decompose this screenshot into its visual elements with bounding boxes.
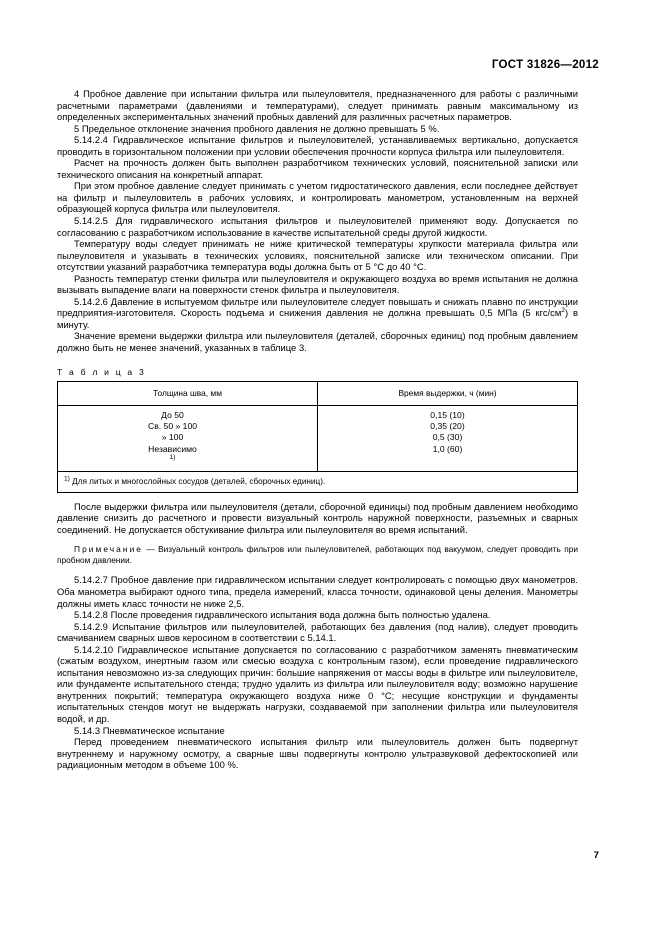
paragraph-clause-5-14-2-4-b: Расчет на прочность должен быть выполнен разработчиком технических условий, пояснительной записки или технического описания на конкретный аппарат. [57, 157, 578, 180]
thickness-value-list [58, 410, 287, 467]
table-caption: Т а б л и ц а 3 [57, 366, 146, 377]
paragraph-before-table: Значение времени выдержки фильтра или пылеуловителя (деталей, сборочных единиц) под пробным давлением должно быть не менее значений, указанных в таблице 3. [57, 330, 578, 354]
note-dash: — [143, 544, 159, 555]
paragraph-clause-4-note: 4 Пробное давление при испытании фильтра или пылеуловителя, предназначенного для работы с различными расчетными параметрами (давлениями и температурами), следует принимать равным максимальному из определенных экспериментальных значений пробных давлений для различных расчетных параметров. [57, 88, 578, 123]
footnote-marker: 1) [64, 475, 70, 483]
paragraph-clause-5-14-2-5-b: Температуру воды следует принимать не ниже критической температуры хрупкости материала фильтра или пылеуловителя и указывать в технических условиях, пояснительной записке или техническом описании. При отсутствии указаний разработчика температура воды должна быть от 5 °С до 40 °С. [57, 238, 578, 273]
cell-thickness-values [58, 405, 318, 471]
table-body [58, 405, 578, 471]
table-header [58, 381, 578, 405]
footnote-text: Для литых и многослойных сосудов (деталей, сборочных единиц). [72, 477, 326, 487]
table-footer [58, 471, 578, 492]
note-text: Визуальный контроль фильтров или пылеуловителей, работающих под вакуумом, следует проводить при пробном давлении. [57, 544, 578, 566]
paragraph-clause-5-14-2-10: 5.14.2.10 Гидравлическое испытание допускается по согласованию с разработчиком заменять пневматическим (сжатым воздухом, инертным газом или смесью воздуха с контрольным газом), если проведение гидравлического испытания невозможно из-за следующих причин: большие напряжения от массы воды в фильтре или пылеуловителе, или фундаменте испытательного стенда; трудно удалить из фильтра или пылеуловителя воду; возможно нарушение внутренних покрытий; температура окружающего воздуха ниже 0 °С; несущие конструкции и фундаменты испытательных стендов могут не выдержать нагрузки, создаваемой при заполнении фильтра или пылеуловителя водой, и др. [57, 643, 578, 724]
paragraph-after-table-1: После выдержки фильтра или пылеуловителя (детали, сборочной единицы) под пробным давлением необходимо давление снизить до расчетного и провести визуальный контроль наружной поверхности, разъемных и сварных соединений. Не допускается обстукивание фильтра или пылеуловителя во время испытаний. [57, 500, 578, 535]
column-header-holding-time: Время выдержки, ч (мин) [318, 381, 578, 405]
paragraph-clause-5-14-2-6 [57, 296, 578, 331]
paragraph-clause-5-14-2-8: 5.14.2.8 После проведения гидравлического испытания вода должна быть полностью удалена. [74, 609, 491, 621]
paragraph-clause-5-14-2-4-c: При этом пробное давление следует принимать с учетом гидростатического давления, если последнее действует на фильтр и пылеуловитель в рабочих условиях, и контролировать манометром, установленным на верхней образующей корпуса фильтра или пылеуловителя. [57, 180, 578, 215]
thickness-value-text: Независимо [148, 443, 197, 454]
paragraph-clause-5-note: 5 Предельное отклонение значения пробного давления не должно превышать 5 %. [74, 122, 440, 134]
page-header-standard-number: ГОСТ 31826—2012 [491, 59, 599, 71]
holding-time-value: 1,0 (60) [432, 443, 463, 454]
paragraph-clause-5-14-3-title: 5.14.3 Пневматическое испытание [74, 724, 225, 736]
holding-time-value: 0,15 (10) [430, 409, 465, 420]
table-row [58, 405, 578, 471]
thickness-value: Св. 50 » 100 [148, 420, 197, 431]
table-header-row [58, 381, 578, 405]
post-table-section [57, 494, 578, 771]
paragraph-clause-5-14-2-5: 5.14.2.5 Для гидравлического испытания фильтров и пылеуловителей применяют воду. Допускается по согласованию с разработчиком использование в качестве испытательной среды другой жидкости. [57, 215, 578, 238]
table-3-holding-time [57, 381, 578, 493]
clause-5-14-2-6-suffix: ) в минуту. [57, 307, 578, 330]
note-paragraph [57, 544, 578, 566]
page-number: 7 [593, 850, 599, 861]
note-label: Примечание [74, 544, 144, 555]
paragraph-clause-5-14-2-7: 5.14.2.7 Пробное давление при гидравлическом испытании следует контролировать с помощью двух манометров. Оба манометра выбирают одного типа, предела измерений, класса точности, одинаковой цены деления. Манометры должны иметь класс точности не ниже 2,5. [57, 574, 578, 609]
table-footnote [58, 471, 578, 492]
paragraph-clause-5-14-3-b: Перед проведением пневматического испытания фильтр или пылеуловитель должен быть подвергнут внутреннему и наружному осмотру, а сварные швы подвергнуты контролю ультразвуковой дефектоскопией или радиационным методом в объеме 100 %. [57, 736, 578, 771]
paragraph-clause-5-14-2-9: 5.14.2.9 Испытание фильтров или пылеуловителей, работающих без давления (под налив), следует проводить смачиванием сварных швов керосином в соответствии с 5.14.1. [57, 620, 578, 644]
thickness-value-independent [58, 444, 287, 467]
thickness-value: » 100 [161, 432, 184, 443]
footnote-ref-marker: 1) [169, 454, 176, 462]
cell-holding-time-values [318, 405, 578, 471]
holding-time-value-list [318, 410, 577, 456]
unit-superscript: 2 [561, 307, 565, 315]
paragraph-clause-5-14-2-4: 5.14.2.4 Гидравлическое испытание фильтров и пылеуловителей, устанавливаемых вертикально, допускается проводить в горизонтальном положении при условии обеспечения прочности корпуса фильтра или пылеуловителя. [57, 134, 578, 157]
clause-5-14-2-6-prefix: 5.14.2.6 Давление в испытуемом фильтре или пылеуловителе следует повышать и снижать плавно по инструкции предприятия-изготовителя. Скорость подъема и снижения давления не должна превышать 0,5 МПа (5 кгс/см [57, 295, 578, 319]
holding-time-value: 0,35 (20) [430, 420, 465, 431]
column-header-thickness: Толщина шва, мм [58, 381, 318, 405]
note-block [57, 535, 578, 574]
paragraph-clause-5-14-2-5-c: Разность температур стенки фильтра или пылеуловителя и окружающего воздуха во время испытания не должна вызывать выпадение влаги на поверхности стенок фильтра и пылеуловителя. [57, 272, 578, 296]
thickness-value: До 50 [161, 409, 184, 420]
holding-time-value: 0,5 (30) [432, 432, 463, 443]
table-footnote-row [58, 471, 578, 492]
document-body [57, 88, 578, 771]
